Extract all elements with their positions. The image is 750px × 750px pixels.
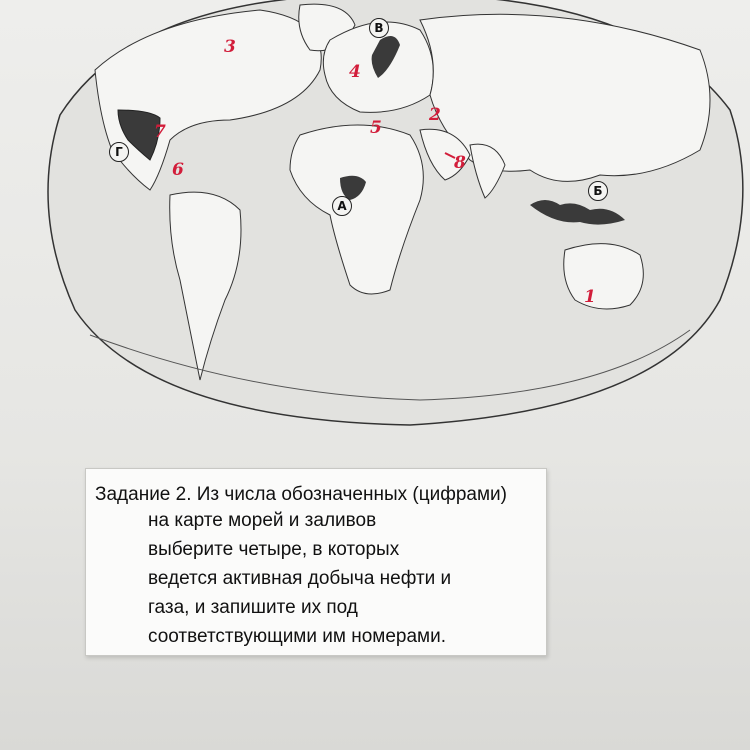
- australia: [564, 244, 644, 309]
- map-letter-a: А: [332, 196, 352, 216]
- task-line-2: на карте морей и заливов: [148, 510, 377, 531]
- map-number-6: 6: [172, 160, 184, 180]
- task-line-5: газа, и запишите их под: [148, 597, 358, 618]
- task-line-1: Задание 2. Из числа обозначенных (цифрами): [95, 484, 507, 505]
- map-number-2: 2: [429, 105, 441, 125]
- task-line-6: соответствующими им номерами.: [148, 626, 446, 647]
- map-letter-v: В: [369, 18, 389, 38]
- map-number-5: 5: [370, 118, 382, 138]
- map-number-4: 4: [349, 62, 361, 82]
- map-number-3: 3: [224, 37, 236, 57]
- task-line-3: выберите четыре, в которых: [148, 539, 400, 560]
- map-number-8: 8: [454, 153, 466, 173]
- map-number-1: 1: [584, 287, 596, 307]
- map-letter-b: Б: [588, 181, 608, 201]
- task-line-4: ведется активная добыча нефти и: [148, 568, 452, 589]
- map-letter-g: Г: [109, 142, 129, 162]
- map-number-7: 7: [154, 122, 166, 142]
